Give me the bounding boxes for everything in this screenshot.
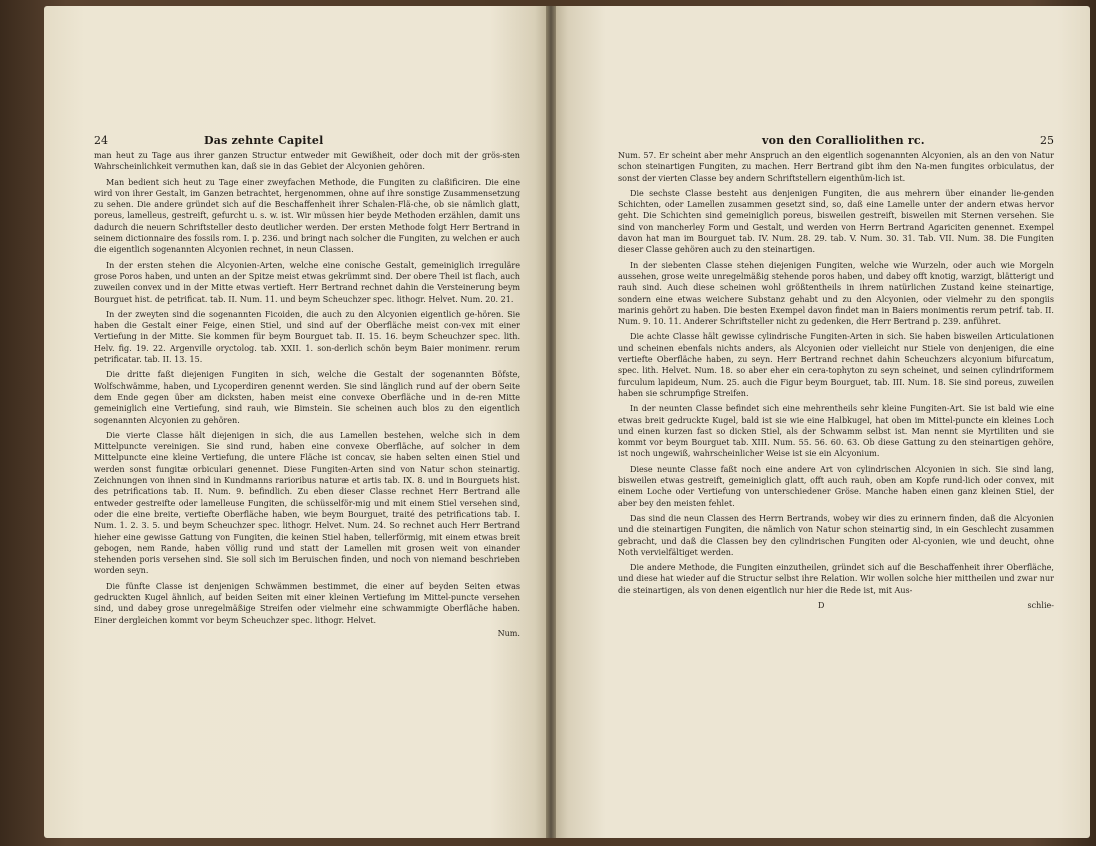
- right-catchword: schlie-: [1027, 600, 1054, 610]
- right-running-title: von den Coralliolithen rc.: [762, 134, 925, 147]
- right-page-number: 25: [1040, 134, 1054, 147]
- paragraph: man heut zu Tage aus ihrer ganzen Structur entweder mit Gewißheit, oder doch mit der grös-sten Wahrscheinlichkeit vermuthen kan, daß sie in das Gebiet der Alcyonien gehören.: [94, 151, 520, 172]
- paragraph: Diese neunte Classe faßt noch eine andere Art von cylindrischen Alcyonien in sich. Sie sind lang, bisweilen etwas gestreift, gemeiniglich glatt, offt auch rauh, oben am Kopfe rund-lich oder convex, mit einem Loche oder Vertiefung von unterschiedener Gröse. Manche haben einen ganz kleinen Stiel, der aber bey den meisten fehlet.: [618, 464, 1054, 508]
- left-page-number: 24: [94, 134, 108, 147]
- paragraph: Die vierte Classe hält diejenigen in sich, die aus Lamellen bestehen, welche sich in dem Mittelpuncte vereinigen. Sie sind rund, haben eine convexe Oberfläche, auf solcher in dem Mittelpuncte eine kleine Vertiefung, die untere Fläche ist concav, sie haben selten einen Stiel und werden sonst fungitæ orbiculari genennet. Diese Fungiten-Arten sind von Natur schon steinartig. Zeichnungen von ihnen sind in Kundmanns rarioribus naturæ et artis tab. IX. 8. und in Bourguets hist. des petrifications tab. II. Num. 9. befindlich. Zu eben dieser Classe rechnet Herr Bertrand alle entweder gestreifte oder lamelleuse Fungiten, die schüsselför-mig und mit einem Stiel versehen sind, oder die eine breite, vertiefte Oberfläche haben, wie beym Bourguet, traité des petrifications tab. I. Num. 1. 2. 3. 5. und beym Scheuchzer spec. lithogr. Helvet. Num. 24. So rechnet auch Herr Bertrand hieher eine gewisse Gattung von Fungiten, die keinen Stiel haben, tellerförmig, mit einem etwas breit gebogen, nem Rande, haben völlig rund und statt der Lamellen mit grosen weit von einander stehenden poris versehen sind. Sie soll sich im Beruischen finden, und noch von niemand beschrieben worden seyn.: [94, 430, 520, 576]
- left-catchword: Num.: [497, 628, 520, 638]
- paragraph: Die achte Classe hält gewisse cylindrische Fungiten-Arten in sich. Sie haben bisweilen Articulationen und scheinen ebenfals nichts anders, als Alcyonien oder vielleicht nur Stiele von denjenigen, die eine vertiefte Oberfläche haben, zu seyn. Herr Bertrand rechnet dahin Scheuchzers alcyonium bifurcatum, spec. lith. Helvet. Num. 18. so aber eher ein cera-tophyton zu seyn scheinet, und seinen cylindriformem furculum lapideum, Num. 25. auch die Figur beym Bourguet, tab. III. Num. 18. Sie sind poreus, zuweilen haben sie schrumpfige Streifen.: [618, 332, 1054, 398]
- left-running-title: Das zehnte Capitel: [204, 134, 324, 147]
- paragraph: Die dritte faßt diejenigen Fungiten in sich, welche die Gestalt der sogenannten Böfste, Wolfschwämme, haben, und Lycoperdiren genennt werden. Sie sind länglich rund auf der obern Seite dem Ende gegen über am dicksten, haben meist eine convexe Oberfläche und in de-ren Mitte gemeiniglich eine Vertiefung, sind rauh, wie Bimstein. Sie scheinen auch blos zu den eigentlich sogenannten Alcyonien zu gehören.: [94, 370, 520, 425]
- paragraph: Die andere Methode, die Fungiten einzutheilen, gründet sich auf die Beschaffenheit ihrer Oberfläche, und diese hat wieder auf die Structur selbst ihre Relation. Wir wollen solche hier mittheilen und zwar nur die steinartigen, als von denen eigentlich nur hier die Rede ist, mit Aus-: [618, 563, 1054, 595]
- signature-mark: D: [818, 600, 825, 610]
- paragraph: In der ersten stehen die Alcyonien-Arten, welche eine conische Gestalt, gemeiniglich irreguläre grose Poros haben, und unten an der Spitze meist etwas gekrümmt sind. Der obere Theil ist flach, auch zuweilen convex und in der Mitte etwas vertieft. Herr Bertrand rechnet dahin die Versteinerung beym Bourguet hist. de petrificat. tab. II. Num. 11. und beym Scheuchzer spec. lithogr. Helvet. Num. 20. 21.: [94, 260, 520, 304]
- paragraph: In der siebenten Classe stehen diejenigen Fungiten, welche wie Wurzeln, oder auch wie Morgeln aussehen, grose weite unregelmäßig stehende poros haben, und dabey offt knotig, warzigt, blätterigt und rauh sind. Auch diese scheinen wohl größtentheils in ihrem natürlichen Zustand keine steinartige, sondern eine etwas weichere Substanz gehabt und zu den Alcyonien, oder vielmehr zu den spongiis marinis gehört zu haben. Die besten Exempel davon findet man in Baiers monimentis rerum petrif. tab. II. Num. 9. 10. 11. Anderer Schriftsteller nicht zu gedenken, die Herr Bertrand p. 239. anführet.: [618, 260, 1054, 327]
- right-page: [552, 6, 1090, 838]
- paragraph: Das sind die neun Classen des Herrn Bertrands, wobey wir dies zu erinnern finden, daß die Alcyonien und die steinartigen Fungiten, die nämlich von Natur schon steinartig sind, in ein Geschlecht zusammen gebracht, und daß die Classen bey den cylindrischen Fungiten oder Al-cyonien, wie und deucht, ohne Noth vervielfältiget werden.: [618, 513, 1054, 557]
- paragraph: Die fünfte Classe ist denjenigen Schwämmen bestimmet, die einer auf beyden Seiten etwas gedruckten Kugel ähnlich, auf beiden Seiten mit einer kleinen Vertiefung im Mittel-puncte versehen sind, und dabey grose unregelmäßige Streifen oder vielmehr eine schwammigte Oberfläche haben. Einer dergleichen kommt vor beym Scheuchzer spec. lithogr. Helvet.: [94, 581, 520, 625]
- paragraph: Num. 57. Er scheint aber mehr Anspruch an den eigentlich sogenannten Alcyonien, als an den von Natur schon steinartigen Fungiten, zu machen. Herr Bertrand gibt ihm den Na-men fungites orbiculatus, der sonst der vierten Classe bey andern Schriftstellern eigenthüm-lich ist.: [618, 151, 1054, 183]
- book-gutter: [546, 6, 556, 838]
- paragraph: Man bedient sich heut zu Tage einer zweyfachen Methode, die Fungiten zu claßificiren. Die eine wird von ihrer Gestalt, im Ganzen betrachtet, hergenommen, ohne auf ihre sonstige Zusammensetzung zu sehen. Die andere gründet sich auf die Beschaffenheit ihrer Schalen-Flä-che, ob sie nämlich glatt, poreus, lamelleus, gestreift, gefurcht u. s. w. ist. Wir müssen hier beyde Methoden erzählen, damit uns dadurch die neuern Schriftsteller desto deutlicher werden. Der ersten Methode folgt Herr Bertrand in seinem dictionnaire des fossils rom. I. p. 236. und bringt nach solcher die Fungiten, zu welchen er auch die eigentlich sogenannten Alcyonien rechnet, in neun Classen.: [94, 177, 520, 255]
- paragraph: In der neunten Classe befindet sich eine mehrentheils sehr kleine Fungiten-Art. Sie ist bald wie eine etwas breit gedruckte Kugel, bald ist sie wie eine Halbkugel, hat oben im Mittel-puncte ein kleines Loch und einen kurzen fast so dicken Stiel, als der Schwamm selbst ist. Man nennt sie Myrtiliten und sie kommt vor beym Bourguet tab. XIII. Num. 55. 56. 60. 63. Ob diese Gattung zu den steinartigen gehöre, ist noch ungewiß, wahrscheinlicher Weise ist sie ein Alcyonium.: [618, 404, 1054, 459]
- paragraph: In der zweyten sind die sogenannten Ficoiden, die auch zu den Alcyonien eigentlich ge-hören. Sie haben die Gestalt einer Feige, einen Stiel, und sind auf der Oberfläche meist con-vex mit einer Vertiefung in der Mitte. Sie kommen für beym Bourguet tab. II. 15. 16. beym Scheuchzer spec. lith. Helv. fig. 19. 22. Argenville oryctolog. tab. XXII. 1. son-derlich schön beym Baier monimenr. rerum petrificatar. tab. II. 13. 15.: [94, 309, 520, 365]
- left-page: [44, 6, 550, 838]
- paragraph: Die sechste Classe besteht aus denjenigen Fungiten, die aus mehrern über einander lie-genden Schichten, oder Lamellen zusammen gesetzt sind, so, daß eine Lamelle unter der andern etwas hervor geht. Die Schichten sind gemeiniglich poreus, bisweilen gestreift, bisweilen mit Sternen versehen. Sie sind von mancherley Form und Gestalt, und werden von Herrn Bertrand Agariciten genennet. Exempel davon hat man im Bourguet tab. IV. Num. 28. 29. tab. V. Num. 30. 31. Tab. VII. Num. 38. Die Fungiten dieser Classe gehören auch zu den steinartigen.: [618, 188, 1054, 255]
